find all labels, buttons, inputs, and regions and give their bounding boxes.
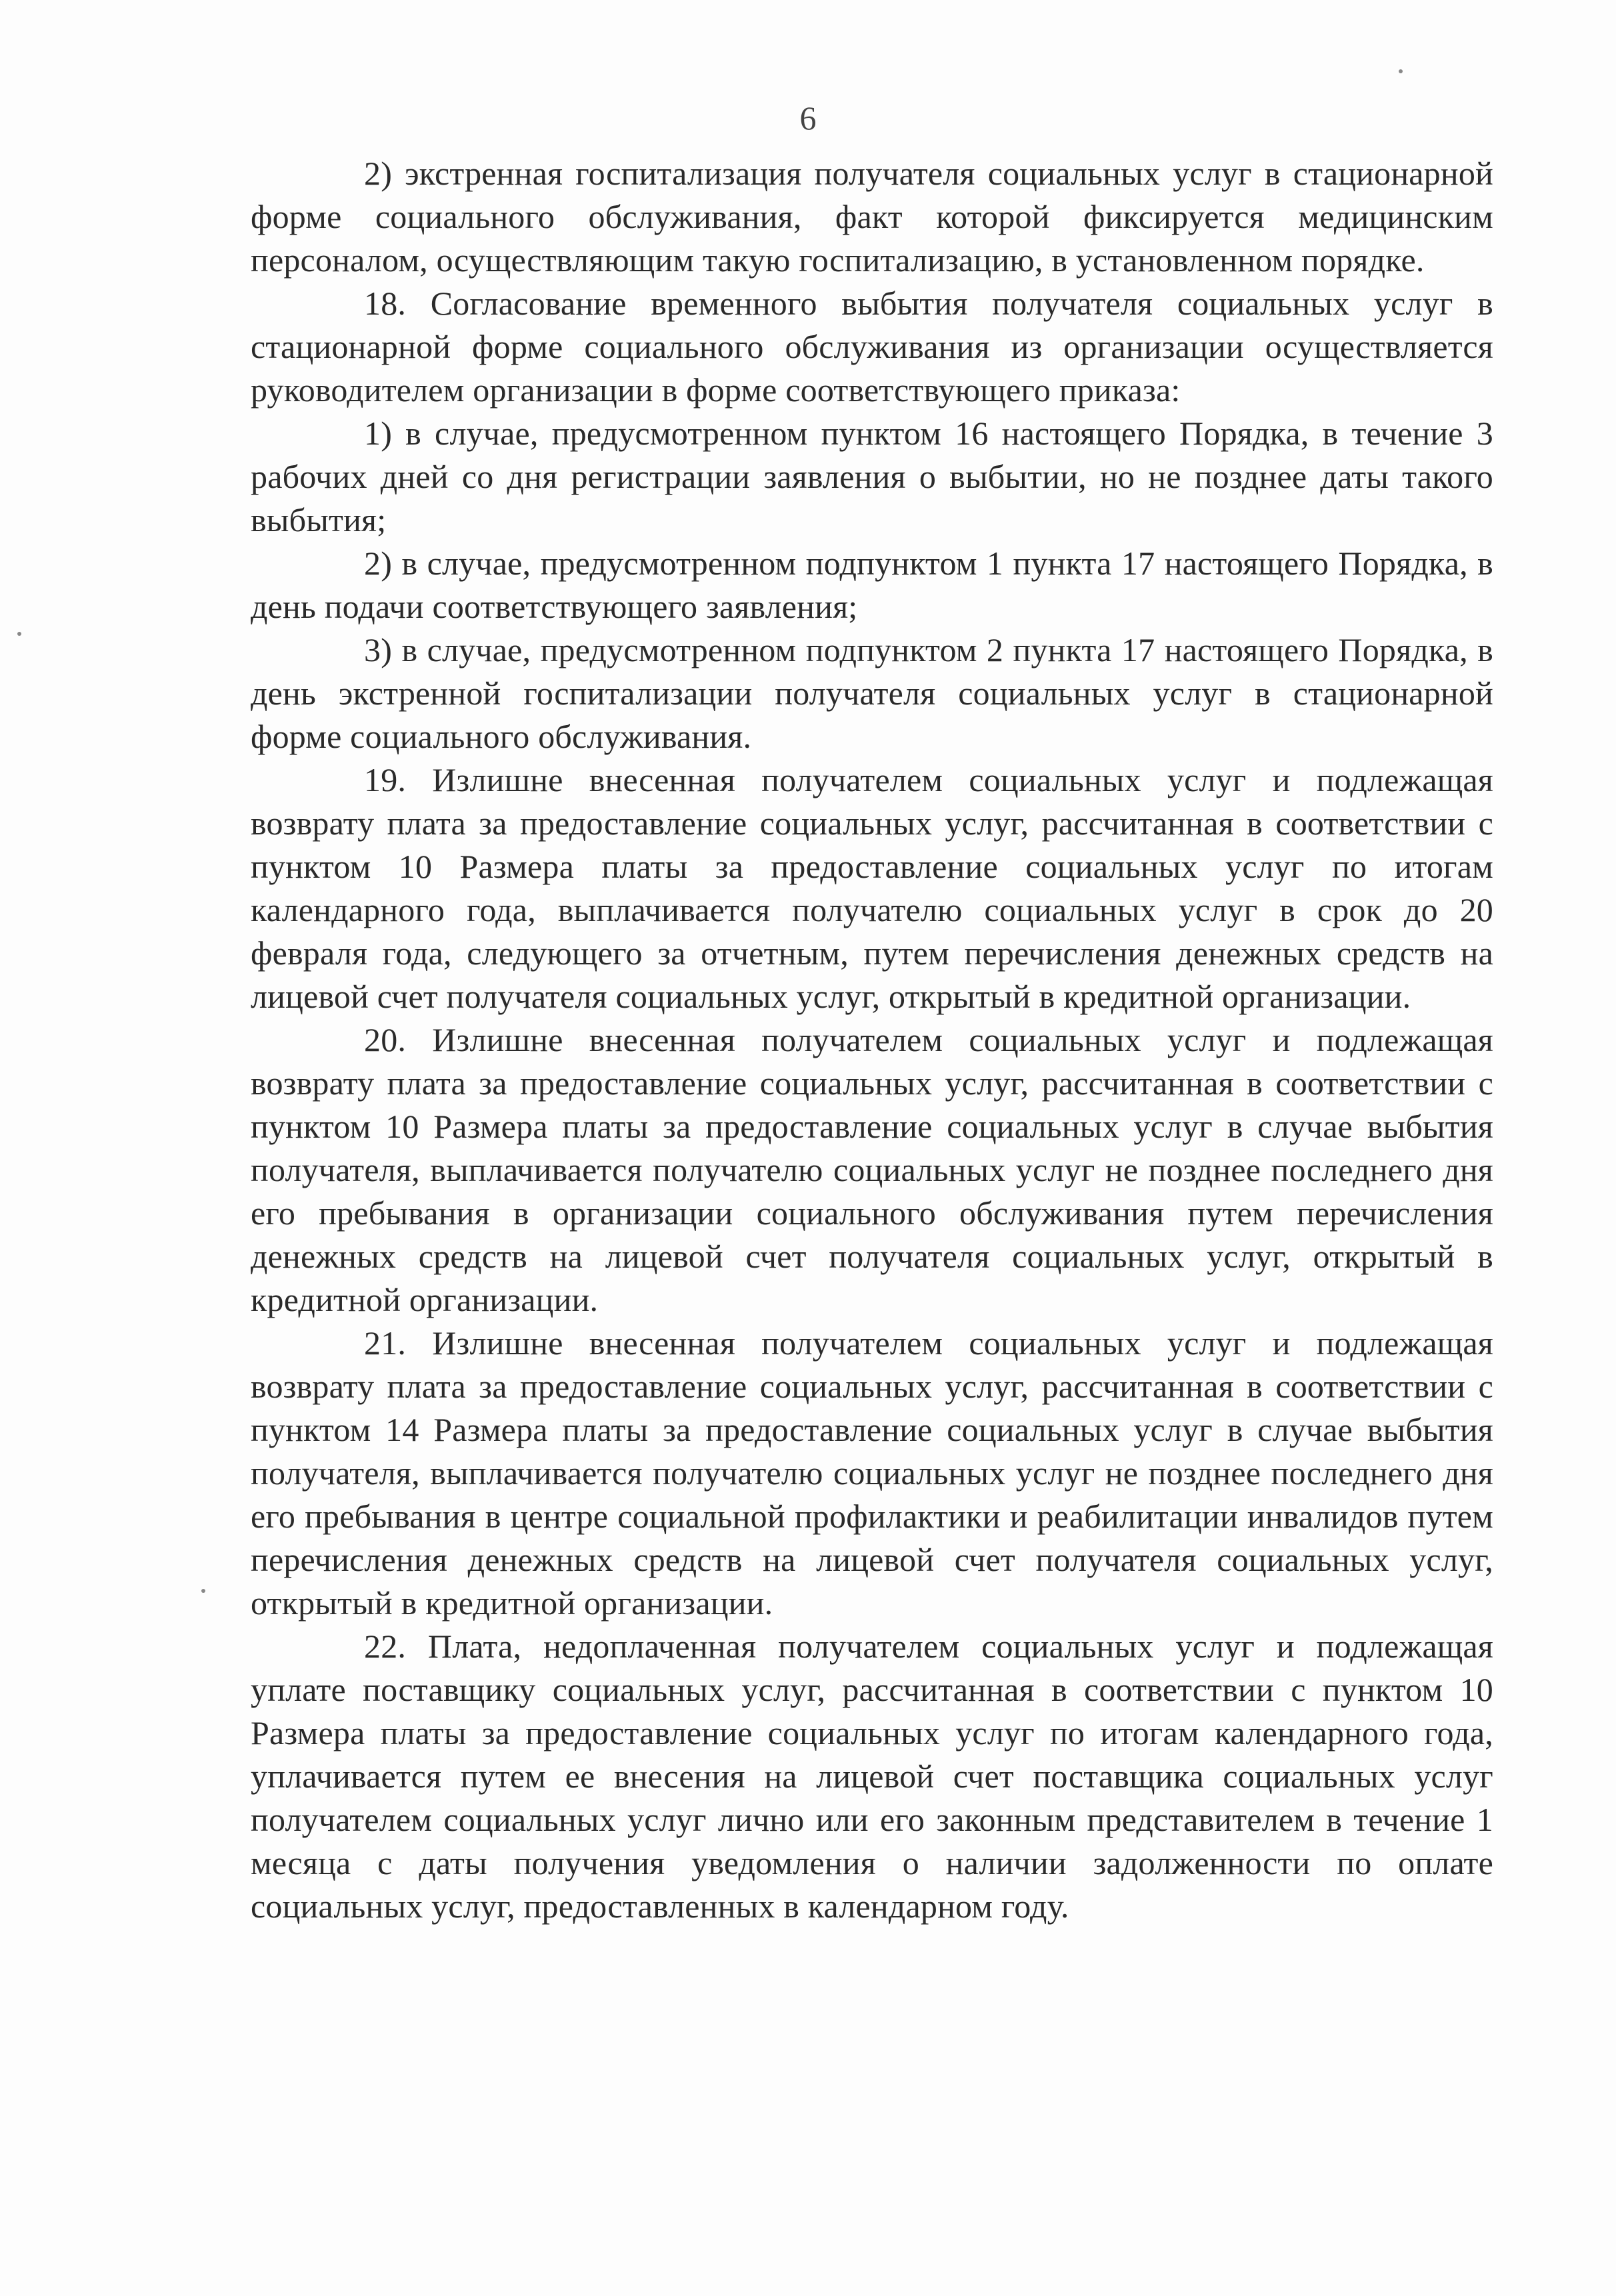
paragraph-22: 22. Плата, недоплаченная получателем социальных услуг и подлежащая уплате поставщику социальных услуг, рассчитанная в соответствии с пунктом 10 Размера платы за предоставление социальных услуг по итогам календарного года, уплачивается путем ее внесения на лицевой счет поставщика социальных услуг получателем социальных услуг лично или его законным представителем в течение 1 месяца с даты получения уведомления о наличии задолженности по оплате социальных услуг, предоставленных в календарном году. — [251, 1628, 1493, 1925]
scan-speck — [17, 632, 21, 636]
paragraph-18: 18. Согласование временного выбытия получателя социальных услуг в стационарной форме социального обслуживания из организации осуществляется руководителем организации в форме соответствующего приказа: — [251, 285, 1493, 409]
paragraph-21: 21. Излишне внесенная получателем социальных услуг и подлежащая возврату плата за предоставление социальных услуг, рассчитанная в соответствии с пунктом 14 Размера платы за предоставление социальных услуг в случае выбытия получателя, выплачивается получателю социальных услуг не позднее последнего дня его пребывания в центре социальной профилактики и реабилитации инвалидов путем перечисления денежных средств на лицевой счет получателя социальных услуг, открытый в кредитной организации. — [251, 1324, 1493, 1622]
paragraph-19: 19. Излишне внесенная получателем социальных услуг и подлежащая возврату плата за предоставление социальных услуг, рассчитанная в соответствии с пунктом 10 Размера платы за предоставление социальных услуг по итогам календарного года, выплачивается получателю социальных услуг в срок до 20 февраля года, следующего за отчетным, путем перечисления денежных средств на лицевой счет получателя социальных услуг, открытый в кредитной организации. — [251, 761, 1493, 1015]
paragraph-18-item-3: 3) в случае, предусмотренном подпунктом 2 пункта 17 настоящего Порядка, в день экстренной госпитализации получателя социальных услуг в стационарной форме социального обслуживания. — [251, 631, 1493, 755]
paragraph-20: 20. Излишне внесенная получателем социальных услуг и подлежащая возврату плата за предоставление социальных услуг, рассчитанная в соответствии с пунктом 10 Размера платы за предоставление социальных услуг в случае выбытия получателя, выплачивается получателю социальных услуг не позднее последнего дня его пребывания в организации социального обслуживания путем перечисления денежных средств на лицевой счет получателя социальных услуг, открытый в кредитной организации. — [251, 1021, 1493, 1318]
scan-speck — [201, 1589, 205, 1593]
page-number: 6 — [799, 99, 817, 137]
paragraph-17-item-2: 2) экстренная госпитализация получателя социальных услуг в стационарной форме социального обслуживания, факт которой фиксируется медицинским персоналом, осуществляющим такую госпитализацию, в установленном порядке. — [251, 155, 1493, 279]
paragraph-18-item-1: 1) в случае, предусмотренном пунктом 16 настоящего Порядка, в течение 3 рабочих дней со дня регистрации заявления о выбытии, но не позднее даты такого выбытия; — [251, 415, 1493, 539]
document-body — [251, 152, 1493, 1928]
paragraph-18-item-2: 2) в случае, предусмотренном подпунктом 1 пункта 17 настоящего Порядка, в день подачи соответствующего заявления; — [251, 545, 1493, 625]
scan-speck — [1399, 69, 1403, 73]
